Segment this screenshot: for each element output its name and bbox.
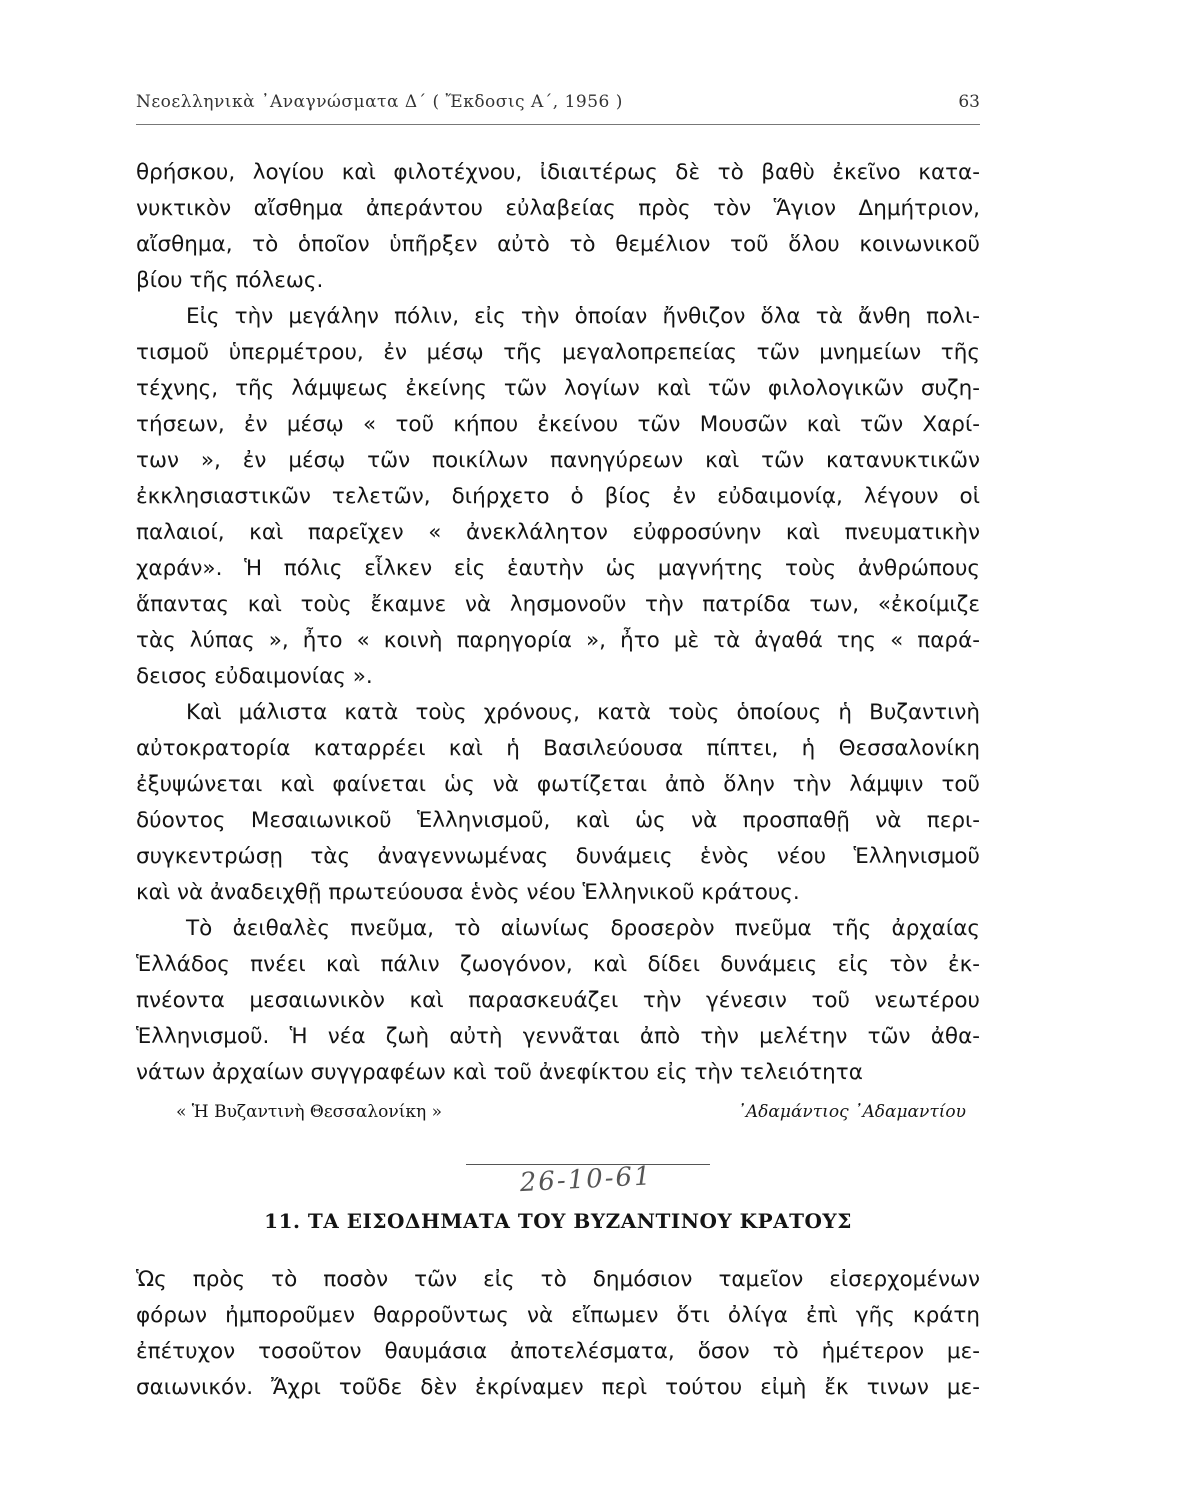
text-line: καὶ νὰ ἀναδειχθῇ πρωτεύουσα ἑνὸς νέου Ἑλληνικοῦ κράτους. [136, 880, 800, 905]
text-line: σαιωνικόν. Ἄχρι τοῦδε δὲν ἐκρίναμεν περὶ τούτου εἰμὴ ἔκ τινων με- [136, 1375, 980, 1400]
text-line: των », ἐν μέσῳ τῶν ποικίλων πανηγύρεων καὶ τῶν κατανυκτικῶν [136, 448, 980, 473]
text-line: Ὡς πρὸς τὸ ποσὸν τῶν εἰς τὸ δημόσιον ταμεῖον εἰσερχομένων [136, 1267, 980, 1292]
text-line: συγκεντρώσῃ τὰς ἀναγεννωμένας δυνάμεις ἑνὸς νέου Ἑλληνισμοῦ [136, 844, 980, 869]
text-line: φόρων ἠμποροῦμεν θαρροῦντως νὰ εἴπωμεν ὅτι ὀλίγα ἐπὶ γῆς κράτη [136, 1303, 980, 1328]
running-header [136, 88, 980, 122]
text-line: τὰς λύπας », ἦτο « κοινὴ παρηγορία », ἦτο μὲ τὰ ἀγαθά της « παρά- [136, 628, 980, 653]
page-number: 63 [958, 92, 980, 112]
handwritten-date: 26-10-61 [519, 1161, 654, 1199]
text-line: αἴσθημα, τὸ ὁποῖον ὑπῆρξεν αὐτὸ τὸ θεμέλιον τοῦ ὅλου κοινωνικοῦ [136, 232, 980, 257]
text-line: νυκτικὸν αἴσθημα ἀπεράντου εὐλαβείας πρὸς τὸν Ἅγιον Δημήτριον, [136, 196, 980, 221]
source-citation [176, 1099, 980, 1125]
text-line: Ἑλλάδος πνέει καὶ πάλιν ζωογόνον, καὶ δίδει δυνάμεις εἰς τὸν ἐκ- [136, 952, 980, 977]
source-author: ᾿Αδαμάντιος ᾿Αδαμαντίου [737, 1102, 966, 1122]
text-line: ἐκκλησιαστικῶν τελετῶν, διήρχετο ὁ βίος ἐν εὐδαιμονίᾳ, λέγουν οἱ [136, 484, 980, 509]
text-line: βίου τῆς πόλεως. [136, 268, 324, 293]
text-line: Καὶ μάλιστα κατὰ τοὺς χρόνους, κατὰ τοὺς ὁποίους ἡ Βυζαντινὴ [186, 700, 980, 725]
running-title: Νεοελληνικὰ ᾿Αναγνώσματα Δ΄ ( Ἔκδοσις Α΄, 1956 ) [136, 92, 623, 112]
text-line: Εἰς τὴν μεγάλην πόλιν, εἰς τὴν ὁποίαν ἤνθιζον ὅλα τὰ ἄνθη πολι- [186, 304, 980, 329]
text-line: χαράν». Ἡ πόλις εἷλκεν εἰς ἑαυτὴν ὡς μαγνήτης τοὺς ἀνθρώπους [136, 556, 980, 581]
text-line: ἐπέτυχον τοσοῦτον θαυμάσια ἀποτελέσματα, ὅσον τὸ ἡμέτερον με- [136, 1339, 980, 1364]
header-rule [136, 124, 980, 125]
text-line: Ἑλληνισμοῦ. Ἡ νέα ζωὴ αὐτὴ γεννᾶται ἀπὸ τὴν μελέτην τῶν ἀθα- [136, 1024, 980, 1049]
text-line: νάτων ἀρχαίων συγγραφέων καὶ τοῦ ἀνεφίκτου εἰς τὴν τελειότητα [136, 1060, 863, 1085]
text-line: ἅπαντας καὶ τοὺς ἔκαμνε νὰ λησμονοῦν τὴν πατρίδα των, «ἐκοίμιζε [136, 592, 980, 617]
text-line: δύοντος Μεσαιωνικοῦ Ἑλληνισμοῦ, καὶ ὡς νὰ προσπαθῇ νὰ περι- [136, 808, 980, 833]
text-line: δεισος εὐδαιμονίας ». [136, 664, 373, 689]
text-line: τέχνης, τῆς λάμψεως ἐκείνης τῶν λογίων καὶ τῶν φιλολογικῶν συζη- [136, 376, 980, 401]
text-line: τήσεων, ἐν μέσῳ « τοῦ κήπου ἐκείνου τῶν Μουσῶν καὶ τῶν Χαρί- [136, 412, 980, 437]
text-line: αὐτοκρατορία καταρρέει καὶ ἡ Βασιλεύουσα πίπτει, ἡ Θεσσαλονίκη [136, 736, 980, 761]
text-line: παλαιοί, καὶ παρεῖχεν « ἀνεκλάλητον εὐφροσύνην καὶ πνευματικὴν [136, 520, 980, 545]
text-line: τισμοῦ ὑπερμέτρου, ἐν μέσῳ τῆς μεγαλοπρεπείας τῶν μνημείων τῆς [136, 340, 980, 365]
text-line: Τὸ ἀειθαλὲς πνεῦμα, τὸ αἰωνίως δροσερὸν πνεῦμα τῆς ἀρχαίας [186, 916, 980, 941]
text-line: θρήσκου, λογίου καὶ φιλοτέχνου, ἰδιαιτέρως δὲ τὸ βαθὺ ἐκεῖνο κατα- [136, 160, 980, 185]
section-heading: 11. ΤΑ ΕΙΣΟΔΗΜΑΤΑ ΤΟΥ ΒΥΖΑΝΤΙΝΟΥ ΚΡΑΤΟΥΣ [264, 1209, 852, 1233]
text-line: ἐξυψώνεται καὶ φαίνεται ὡς νὰ φωτίζεται ἀπὸ ὅλην τὴν λάμψιν τοῦ [136, 772, 980, 797]
text-line: πνέοντα μεσαιωνικὸν καὶ παρασκευάζει τὴν γένεσιν τοῦ νεωτέρου [136, 988, 980, 1013]
source-title: « Ἡ Βυζαντινὴ Θεσσαλονίκη » [176, 1102, 442, 1122]
